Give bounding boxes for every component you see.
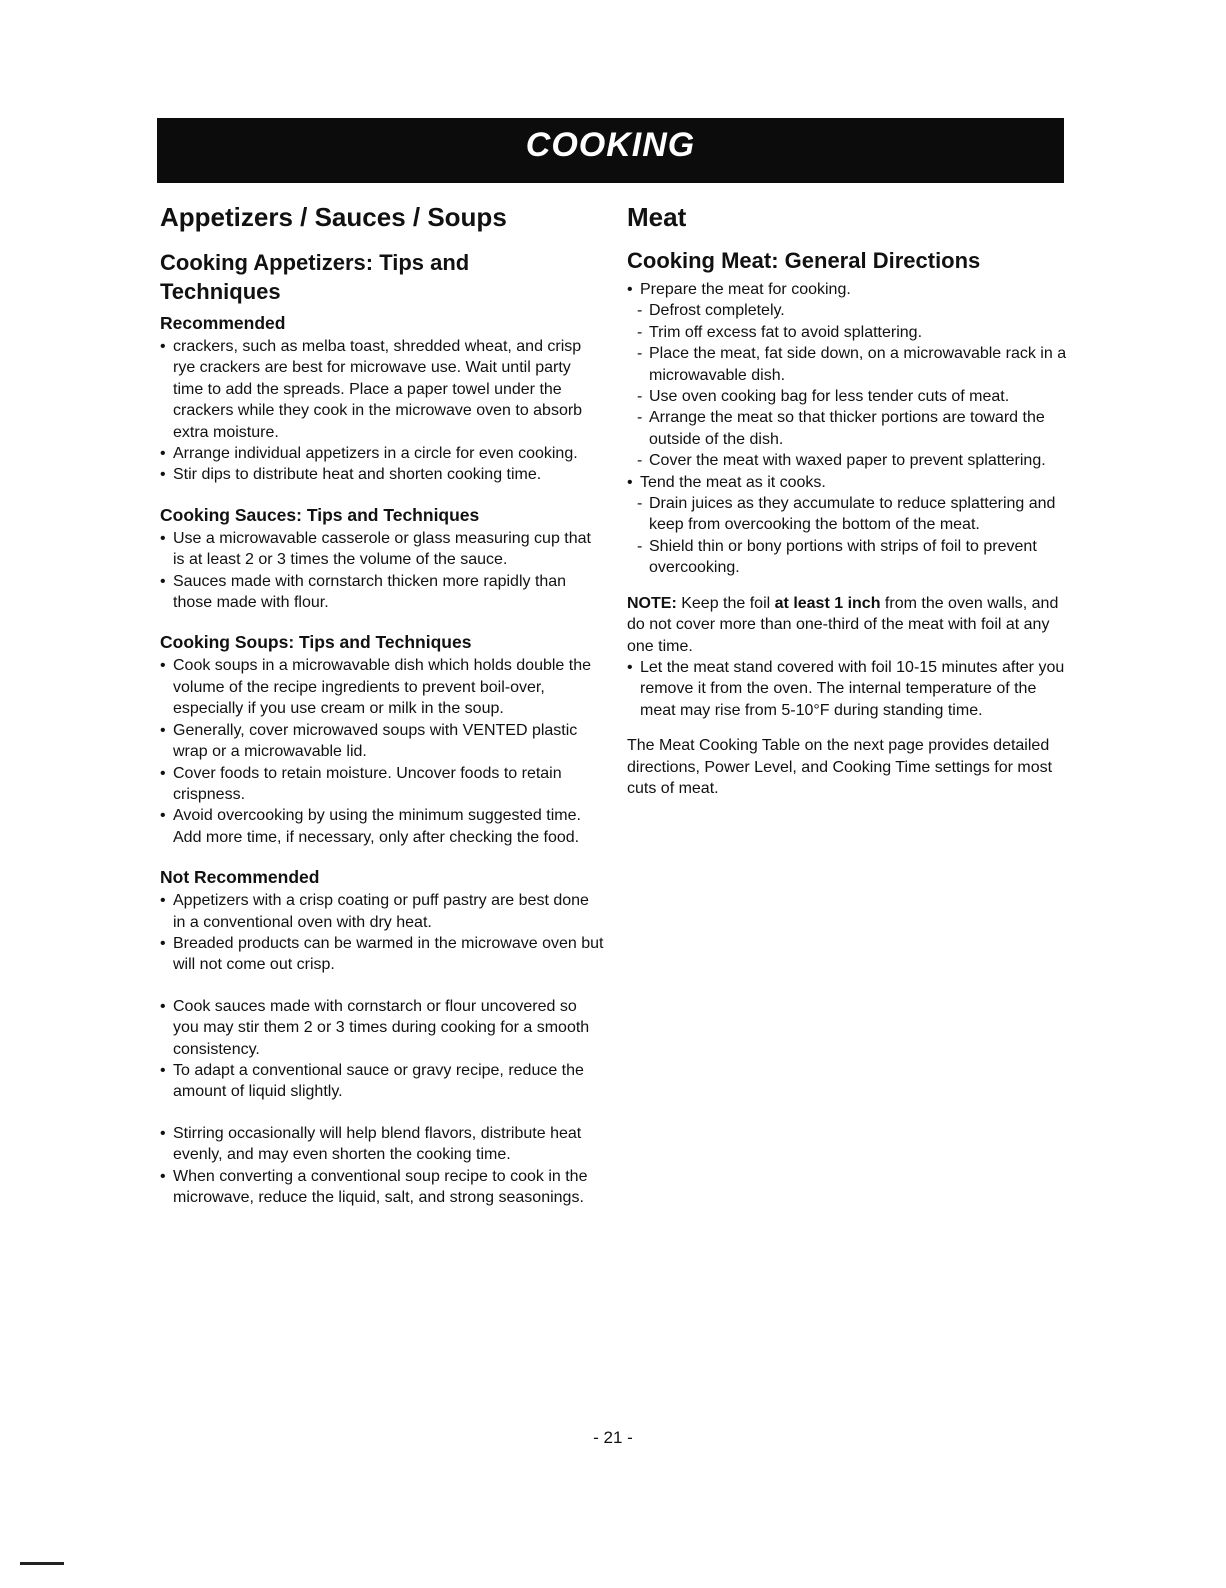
banner-title: COOKING xyxy=(525,126,696,164)
list-item: - Shield thin or bony portions with strips of foil to prevent overcooking. xyxy=(627,536,1072,579)
list-item: • To adapt a conventional sauce or gravy recipe, reduce the amount of liquid slightly. xyxy=(160,1060,605,1103)
list-item: • Tend the meat as it cooks. xyxy=(627,472,1072,493)
list-item: • Appetizers with a crisp coating or puff pastry are best done in a conventional oven with dry heat. xyxy=(160,890,605,933)
meat-directions-list xyxy=(627,279,1072,579)
not-recommended-list xyxy=(160,890,605,976)
sauces-list xyxy=(160,528,605,614)
list-item: • Cook sauces made with cornstarch or flour uncovered so you may stir them 2 or 3 times during cooking for a smooth consistency. xyxy=(160,996,605,1060)
list-item: - Use oven cooking bag for less tender cuts of meat. xyxy=(627,386,1072,407)
list-item: • Use a microwavable casserole or glass measuring cup that is at least 2 or 3 times the volume of the sauce. xyxy=(160,528,605,571)
note-text-1: Keep the foil xyxy=(681,594,771,612)
cooking-sauces-title: Cooking Sauces: Tips and Techniques xyxy=(160,504,480,525)
note-text-2: from the oven walls, and do not cover more than one-third of the meat with foil at any one time. xyxy=(627,594,1059,655)
appetizers-sauces-soups-heading: Appetizers / Sauces / Soups xyxy=(160,202,507,232)
list-item: • Stirring occasionally will help blend flavors, distribute heat evenly, and may even shorten the cooking time. xyxy=(160,1123,605,1166)
bottom-edge-mark xyxy=(20,1562,64,1565)
list-item: • Let the meat stand covered with foil 10-15 minutes after you remove it from the oven. The internal temperature of the meat may rise from 5-10°F during standing time. xyxy=(627,657,1072,721)
list-item: • Breaded products can be warmed in the microwave oven but will not come out crisp. xyxy=(160,933,605,976)
recommended-label: Recommended xyxy=(160,313,286,333)
list-item: - Arrange the meat so that thicker portions are toward the outside of the dish. xyxy=(627,407,1072,450)
meat-note xyxy=(627,593,1072,657)
stand-list xyxy=(627,657,1072,721)
section-banner xyxy=(157,118,1064,183)
list-item: • Cook soups in a microwavable dish which holds double the volume of the recipe ingredients to prevent boil-over, especially if you use cream or milk in the soup. xyxy=(160,655,605,719)
list-item: - Trim off excess fat to avoid splattering. xyxy=(627,322,1072,343)
sauce-tips-list xyxy=(160,996,605,1103)
list-item: • Arrange individual appetizers in a circle for even cooking. xyxy=(160,443,605,464)
cooking-appetizers-title: Cooking Appetizers: Tips and Techniques xyxy=(160,250,470,304)
note-emphasis: at least 1 inch xyxy=(774,594,881,612)
list-item: - Drain juices as they accumulate to reduce splattering and keep from overcooking the bottom of the meat. xyxy=(627,493,1072,536)
list-item: - Defrost completely. xyxy=(627,300,1072,321)
list-item: • Sauces made with cornstarch thicken more rapidly than those made with flour. xyxy=(160,571,605,614)
list-item: • Generally, cover microwaved soups with VENTED plastic wrap or a microwavable lid. xyxy=(160,720,605,763)
list-item: • Cover foods to retain moisture. Uncover foods to retain crispness. xyxy=(160,763,605,806)
note-label: NOTE: xyxy=(627,594,677,612)
left-column xyxy=(160,200,605,1208)
list-item: - Cover the meat with waxed paper to prevent splattering. xyxy=(627,450,1072,471)
page-number: - 21 - xyxy=(593,1428,633,1447)
list-item: • Stir dips to distribute heat and shorten cooking time. xyxy=(160,464,605,485)
meat-heading: Meat xyxy=(627,202,687,232)
not-recommended-label: Not Recommended xyxy=(160,867,320,888)
cooking-soups-title: Cooking Soups: Tips and Techniques xyxy=(160,632,472,653)
list-item: • When converting a conventional soup recipe to cook in the microwave, reduce the liquid, salt, and strong seasonings. xyxy=(160,1166,605,1209)
list-item: • Prepare the meat for cooking. xyxy=(627,279,1072,300)
list-item: • crackers, such as melba toast, shredded wheat, and crisp rye crackers are best for microwave use. Wait until party time to add the spreads. Place a paper towel under the crackers while they cook in the microwave oven to absorb extra moisture. xyxy=(160,336,605,443)
list-item: • Avoid overcooking by using the minimum suggested time. Add more time, if necessary, only after checking the food. xyxy=(160,805,605,848)
soup-tips-list xyxy=(160,1123,605,1209)
list-item: - Place the meat, fat side down, on a microwavable rack in a microwavable dish. xyxy=(627,343,1072,386)
right-column xyxy=(627,200,1072,799)
soups-list xyxy=(160,655,605,848)
cooking-meat-title: Cooking Meat: General Directions xyxy=(627,248,981,273)
meat-closing-text: The Meat Cooking Table on the next page provides detailed directions, Power Level, and Cooking Time settings for most cuts of meat. xyxy=(627,737,1053,797)
recommended-list xyxy=(160,336,605,486)
